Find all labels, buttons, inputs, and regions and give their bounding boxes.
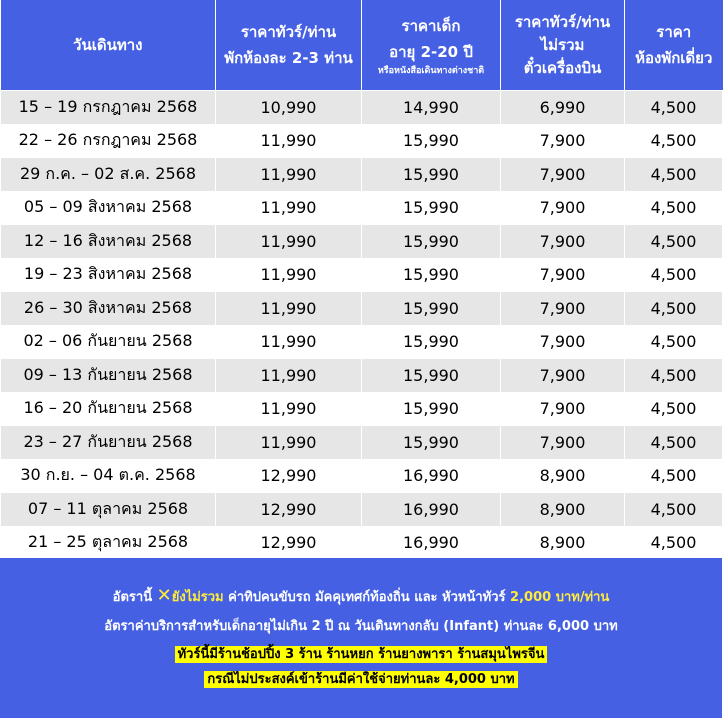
cell-single: 4,500 bbox=[625, 191, 723, 225]
table-row bbox=[1, 124, 723, 158]
footer-line-tips: อัตรานี้ ✕ยังไม่รวม ค่าทิปคนขับรถ มัคคุเทศก์ท้องถิ่น และ หัวหน้าทัวร์ 2,000 บาท/ท่าน bbox=[112, 585, 610, 606]
cell-adult: 12,990 bbox=[216, 526, 362, 560]
cell-single: 4,500 bbox=[625, 292, 723, 326]
cell-single: 4,500 bbox=[625, 158, 723, 192]
cell-date: 19 – 23 สิงหาคม 2568 bbox=[1, 258, 216, 292]
table-row bbox=[1, 392, 723, 426]
header-date: วันเดินทาง bbox=[1, 0, 216, 91]
cell-date: 22 – 26 กรกฎาคม 2568 bbox=[1, 124, 216, 158]
cell-child: 15,990 bbox=[362, 359, 501, 393]
table-row bbox=[1, 258, 723, 292]
table-row bbox=[1, 459, 723, 493]
table-row bbox=[1, 493, 723, 527]
table-row bbox=[1, 225, 723, 259]
cell-adult: 11,990 bbox=[216, 191, 362, 225]
cell-date: 26 – 30 สิงหาคม 2568 bbox=[1, 292, 216, 326]
header-no-flight-price: ราคาทัวร์/ท่าน ไม่รวม ตั๋วเครื่องบิน bbox=[501, 0, 625, 91]
table-row bbox=[1, 191, 723, 225]
cell-date: 15 – 19 กรกฎาคม 2568 bbox=[1, 91, 216, 125]
cell-single: 4,500 bbox=[625, 91, 723, 125]
cell-noflight: 8,900 bbox=[501, 493, 625, 527]
cell-child: 16,990 bbox=[362, 459, 501, 493]
cell-date: 12 – 16 สิงหาคม 2568 bbox=[1, 225, 216, 259]
cell-date: 05 – 09 สิงหาคม 2568 bbox=[1, 191, 216, 225]
cell-single: 4,500 bbox=[625, 426, 723, 460]
table-row bbox=[1, 91, 723, 125]
cell-child: 15,990 bbox=[362, 258, 501, 292]
table-header-row bbox=[1, 0, 723, 91]
cell-date: 09 – 13 กันยายน 2568 bbox=[1, 359, 216, 393]
cell-child: 16,990 bbox=[362, 493, 501, 527]
cell-child: 15,990 bbox=[362, 292, 501, 326]
cell-noflight: 8,900 bbox=[501, 459, 625, 493]
cell-noflight: 7,900 bbox=[501, 158, 625, 192]
cell-child: 15,990 bbox=[362, 124, 501, 158]
cell-child: 15,990 bbox=[362, 225, 501, 259]
table-row bbox=[1, 359, 723, 393]
cell-noflight: 8,900 bbox=[501, 526, 625, 560]
cell-noflight: 6,990 bbox=[501, 91, 625, 125]
cross-icon: ✕ bbox=[156, 585, 172, 606]
cell-adult: 11,990 bbox=[216, 292, 362, 326]
cell-child: 16,990 bbox=[362, 526, 501, 560]
cell-child: 15,990 bbox=[362, 325, 501, 359]
cell-date: 30 ก.ย. – 04 ต.ค. 2568 bbox=[1, 459, 216, 493]
cell-single: 4,500 bbox=[625, 392, 723, 426]
cell-child: 15,990 bbox=[362, 158, 501, 192]
cell-single: 4,500 bbox=[625, 526, 723, 560]
header-adult-price: ราคาทัวร์/ท่าน พักห้องละ 2-3 ท่าน bbox=[216, 0, 362, 91]
cell-date: 21 – 25 ตุลาคม 2568 bbox=[1, 526, 216, 560]
cell-single: 4,500 bbox=[625, 459, 723, 493]
cell-single: 4,500 bbox=[625, 225, 723, 259]
cell-date: 02 – 06 กันยายน 2568 bbox=[1, 325, 216, 359]
footer-line-shop-fee: กรณีไม่ประสงค์เข้าร้านมีค่าใช้จ่ายท่านละ 4,000 บาท bbox=[0, 668, 722, 689]
footer-line-infant: อัตราค่าบริการสำหรับเด็กอายุไม่เกิน 2 ปี ณ วันเดินทางกลับ (Infant) ท่านละ 6,000 บาท bbox=[104, 619, 618, 634]
table-row bbox=[1, 325, 723, 359]
conditions-footer bbox=[0, 558, 722, 718]
cell-noflight: 7,900 bbox=[501, 325, 625, 359]
table-row bbox=[1, 526, 723, 560]
cell-single: 4,500 bbox=[625, 359, 723, 393]
cell-child: 15,990 bbox=[362, 426, 501, 460]
cell-noflight: 7,900 bbox=[501, 258, 625, 292]
cell-noflight: 7,900 bbox=[501, 225, 625, 259]
cell-noflight: 7,900 bbox=[501, 426, 625, 460]
table-row bbox=[1, 426, 723, 460]
cell-noflight: 7,900 bbox=[501, 392, 625, 426]
cell-adult: 11,990 bbox=[216, 124, 362, 158]
cell-adult: 11,990 bbox=[216, 426, 362, 460]
cell-adult: 12,990 bbox=[216, 493, 362, 527]
table-row bbox=[1, 292, 723, 326]
cell-date: 07 – 11 ตุลาคม 2568 bbox=[1, 493, 216, 527]
cell-adult: 10,990 bbox=[216, 91, 362, 125]
table-row bbox=[1, 158, 723, 192]
cell-adult: 11,990 bbox=[216, 325, 362, 359]
cell-adult: 11,990 bbox=[216, 158, 362, 192]
cell-adult: 11,990 bbox=[216, 359, 362, 393]
cell-noflight: 7,900 bbox=[501, 191, 625, 225]
cell-child: 14,990 bbox=[362, 91, 501, 125]
cell-noflight: 7,900 bbox=[501, 359, 625, 393]
cell-noflight: 7,900 bbox=[501, 292, 625, 326]
cell-date: 16 – 20 กันยายน 2568 bbox=[1, 392, 216, 426]
cell-child: 15,990 bbox=[362, 392, 501, 426]
cell-single: 4,500 bbox=[625, 493, 723, 527]
cell-single: 4,500 bbox=[625, 258, 723, 292]
cell-adult: 11,990 bbox=[216, 258, 362, 292]
cell-adult: 12,990 bbox=[216, 459, 362, 493]
cell-noflight: 7,900 bbox=[501, 124, 625, 158]
cell-adult: 11,990 bbox=[216, 392, 362, 426]
cell-single: 4,500 bbox=[625, 325, 723, 359]
header-single-room: ราคา ห้องพักเดี่ยว bbox=[625, 0, 723, 91]
footer-line-shops: ทัวร์นี้มีร้านช้อปปิ้ง 3 ร้าน ร้านหยก ร้านยางพารา ร้านสมุนไพรจีน bbox=[0, 643, 722, 664]
cell-date: 23 – 27 กันยายน 2568 bbox=[1, 426, 216, 460]
cell-adult: 11,990 bbox=[216, 225, 362, 259]
header-child-price: ราคาเด็ก อายุ 2-20 ปี หรือหนังสือเดินทางต่างชาติ bbox=[362, 0, 501, 91]
cell-date: 29 ก.ค. – 02 ส.ค. 2568 bbox=[1, 158, 216, 192]
cell-single: 4,500 bbox=[625, 124, 723, 158]
cell-child: 15,990 bbox=[362, 191, 501, 225]
